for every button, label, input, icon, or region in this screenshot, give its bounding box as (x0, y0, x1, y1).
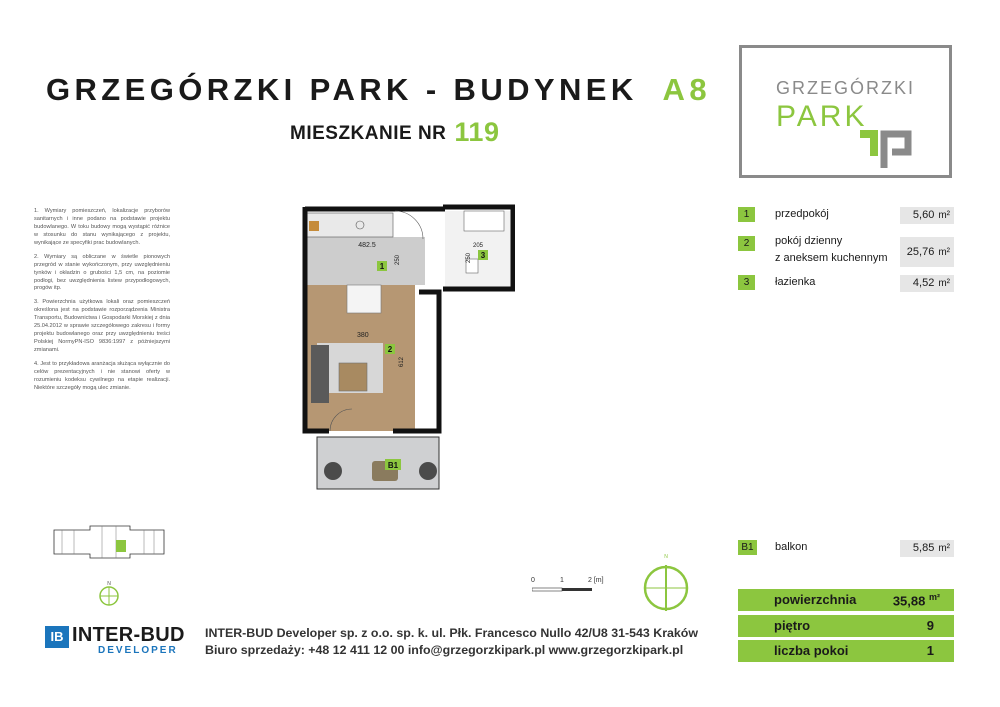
kitchen-counter (307, 213, 393, 237)
room-row-1 (738, 207, 954, 227)
title-building: A8 (662, 72, 711, 107)
scale-tick-1: 1 (560, 577, 564, 584)
subtitle-number: 119 (454, 117, 500, 147)
room-num: 3 (738, 275, 755, 290)
subtitle-label: MIESZKANIE NR (290, 123, 447, 144)
balcony-plant-icon (419, 462, 437, 480)
footer-contact: Biuro sprzedaży: +48 12 411 12 00 info@grzegorzkipark.pl www.grzegorzkipark.pl (205, 643, 684, 657)
room-label-1: 1 (379, 262, 385, 271)
room-area: 4,52 m² (900, 275, 954, 292)
dining-table (347, 285, 381, 313)
room-label-3: 3 (480, 251, 486, 260)
room-num: 1 (738, 207, 755, 222)
floor-plan (295, 203, 445, 493)
balcony-plant-icon (324, 462, 342, 480)
note-3: 3. Powierzchnia użytkowa lokali oraz pomieszczeń określona jest na podstawie rozporządzenia Ministra Transportu, Budownictwa i Gospodarki Morskiej z dnia 25.04.2012 w sprawie szczegółowego zakresu i formy projektu budowlanego oraz przy uwzględnieniu treści Polskiej NormyPN-ISO 9836:1997 z późniejszymi zmianami. (34, 299, 170, 353)
room-name: łazienka (775, 276, 816, 288)
note-4: 4. Jest to przykładowa aranżacja służąca wyłącznie do celów prezentacyjnych i nie stanowi oferty w rozumieniu kodeksu cywilnego na etapie realizacji. Niektóre szczegóły mogą ulec zmianie. (34, 360, 170, 391)
dim-380: 380 (357, 332, 369, 339)
room-num: 2 (738, 236, 755, 251)
compass-small-icon (96, 578, 122, 608)
footer-address: INTER-BUD Developer sp. z o.o. sp. k. ul. Płk. Francesco Nullo 42/U8 31-543 Kraków (205, 626, 699, 640)
room-name: przedpokój (775, 208, 829, 220)
door-arc (395, 211, 423, 239)
company-sub: DEVELOPER (98, 645, 178, 656)
balcony-area: 5,85 m² (900, 540, 954, 557)
dim-250b: 250 (466, 252, 472, 263)
balcony-num: B1 (738, 540, 757, 555)
dim-205: 205 (472, 243, 484, 249)
logo-text-top: GRZEGÓRZKI (776, 78, 916, 98)
summary-rooms: liczba pokoi 1 (738, 640, 954, 662)
logo-mark-icon (856, 108, 926, 180)
balcony-name: balkon (775, 541, 808, 553)
balcony-row (738, 540, 954, 560)
summary-floor: piętro 9 (738, 615, 954, 637)
note-1: 1. Wymiary pomieszczeń, lokalizacje przyborów sanitarnych i inne podano na podstawie projektu budowlanego. W toku budowy mogą wystąpić różnice w stosunku do stanu wynikającego z projektu, wynikające ze specyfiki prac budowlanych. (34, 208, 170, 246)
kitchen-appliance (309, 221, 319, 231)
summary-area: powierzchnia 35,88 $^{m^2}$ (738, 589, 954, 611)
svg-text:N: N (107, 581, 111, 587)
bathroom-plan (440, 203, 515, 295)
scale-bar (532, 587, 596, 595)
room-area: 5,60 m² (900, 207, 954, 224)
logo-text-park: PARK (776, 100, 868, 133)
room-name: pokój dzienny (775, 235, 843, 247)
dim-250a: 250 (395, 254, 401, 265)
key-plan-highlight (116, 540, 126, 552)
dim-612: 612 (399, 356, 405, 367)
note-2: 2. Wymiary są obliczane w świetle pionowych przegród w stanie wykończonym, przy uwzględnieniu tynków i okładzin o grubości 1,5 cm, na poziomie podłogi, bez uwzględnienia listew przypodłogowych, progów itp. (34, 253, 170, 292)
apartment-number (290, 115, 499, 146)
room-row-3 (738, 275, 954, 295)
page-title (46, 72, 711, 108)
room-label-2: 2 (387, 345, 393, 354)
inter-bud-logo-icon: IB (45, 626, 69, 648)
notes (34, 208, 170, 399)
room-row-2 (738, 234, 954, 270)
room-name-2: z aneksem kuchennym (775, 252, 888, 264)
room-label-b1: B1 (387, 461, 399, 470)
compass-icon (640, 552, 692, 616)
svg-text:N: N (664, 554, 668, 560)
scale-tick-2: 2 [m] (588, 577, 604, 584)
sofa (311, 345, 329, 403)
title-main: GRZEGÓRZKI PARK - BUDYNEK (46, 72, 638, 107)
bathtub (464, 211, 504, 231)
key-plan (50, 522, 168, 562)
scale-tick-0: 0 (531, 577, 535, 584)
coffee-table (339, 363, 367, 391)
dim-482: 482.5 (358, 242, 376, 249)
room-area: 25,76 m² (900, 237, 954, 267)
company-name: INTER-BUD (72, 624, 185, 646)
